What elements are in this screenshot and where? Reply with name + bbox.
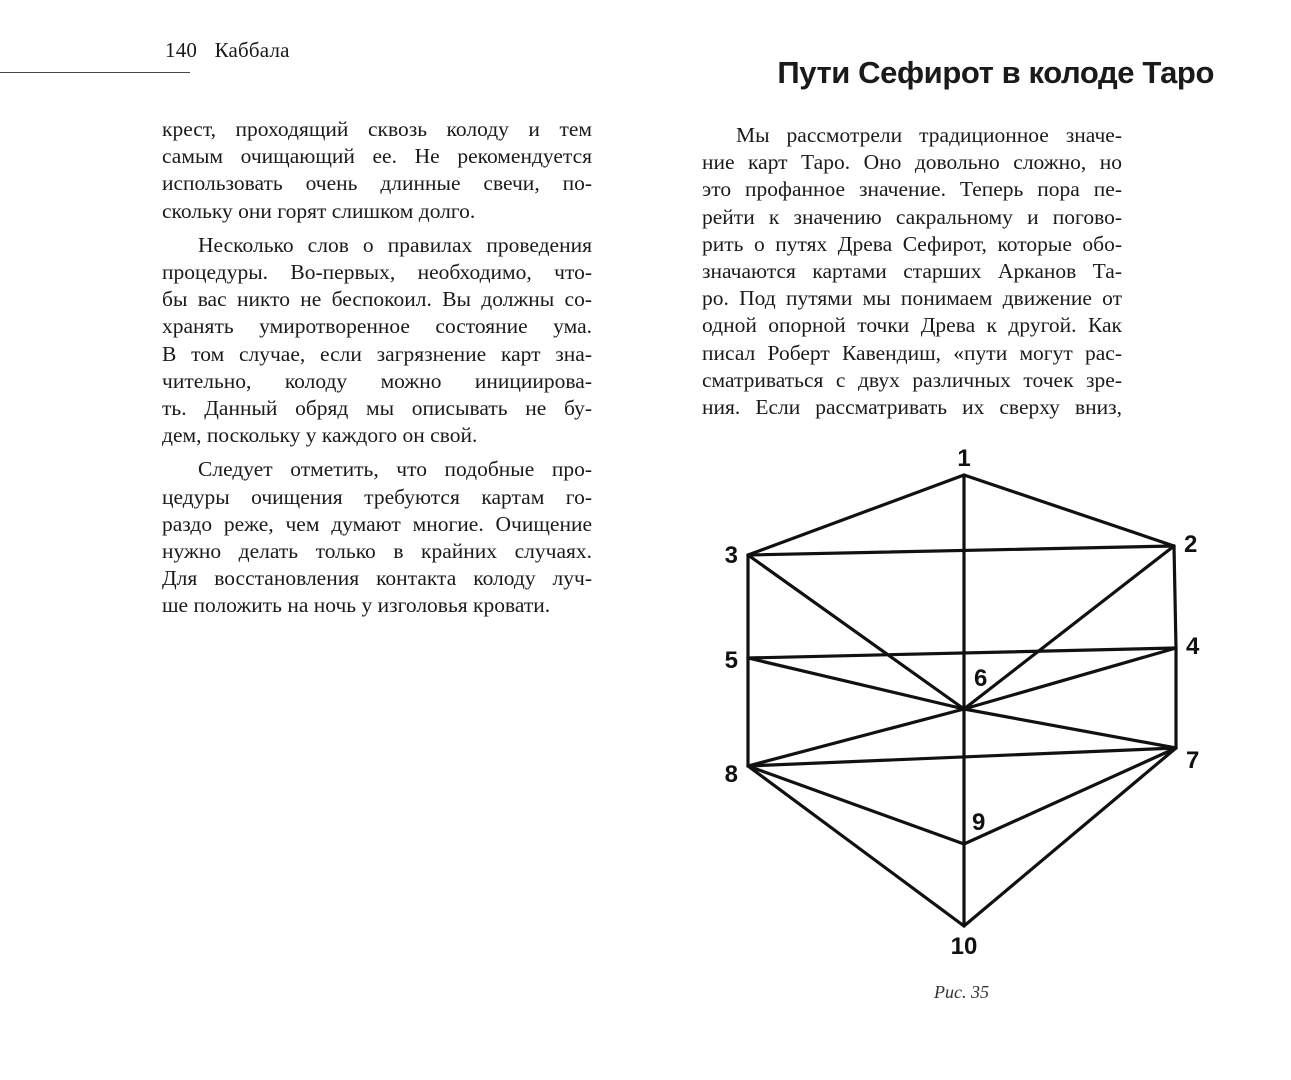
chapter-title: Пути Сефирот в колоде Таро [777, 55, 1214, 90]
text-line: скольку они горят слишком долго. [162, 198, 476, 223]
text-line: цедуры очищения требуются картам го- [162, 484, 592, 509]
path-2-6 [964, 546, 1174, 709]
text-line: дем, поскольку у каждого он свой. [162, 423, 478, 448]
paragraph [162, 116, 592, 225]
node-label-3: 3 [724, 542, 738, 569]
text-line: ше положить на ночь у изголовья кровати. [162, 593, 551, 618]
path-8-10 [748, 766, 964, 926]
text-line: ние карт Таро. Оно довольно сложно, но [702, 150, 1122, 175]
paragraph [162, 232, 592, 450]
text-line: ро. Под путями мы понимаем движение от [702, 286, 1122, 311]
text-line: использовать очень длинные свечи, по- [162, 171, 592, 196]
node-label-8: 8 [724, 761, 738, 788]
node-label-5: 5 [724, 647, 738, 674]
node-label-1: 1 [957, 445, 971, 472]
node-label-7: 7 [1186, 747, 1200, 774]
text-line: сматриваться с двух различных точек зре- [702, 367, 1122, 392]
text-line: Следует отметить, что подобные про- [198, 457, 592, 482]
node-label-4: 4 [1186, 633, 1200, 660]
paragraph [162, 456, 592, 619]
path-4-6 [964, 648, 1176, 709]
path-6-7 [964, 709, 1176, 748]
text-line: Несколько слов о правилах проведения [198, 232, 592, 257]
text-line: рейти к значению сакральному и погово- [702, 204, 1122, 229]
paragraph [702, 122, 1122, 421]
running-title: Каббала [214, 38, 290, 62]
text-line: ния. Если рассматривать их сверху вниз, [702, 395, 1122, 420]
path-4-5 [748, 648, 1176, 658]
figure-caption: Рис. 35 [934, 982, 989, 1002]
text-line: нужно делать только в крайних случаях. [162, 539, 592, 564]
text-line: процедуры. Во-первых, необходимо, что- [162, 260, 592, 285]
text-line: Для восстановления контакта колоду луч- [162, 566, 592, 591]
text-line: самым очищающий ее. Не рекомендуется [162, 144, 592, 169]
text-line: крест, проходящий сквозь колоду и тем [162, 117, 592, 141]
text-line: одной опорной точки Древа к другой. Как [702, 313, 1122, 338]
text-line: бы вас никто не беспокоил. Вы должны со- [162, 287, 592, 312]
text-line: писал Роберт Кавендиш, «пути могут рас- [702, 340, 1122, 365]
path-8-9 [748, 766, 964, 844]
path-2-4 [1174, 546, 1176, 648]
text-line: хранять умиротворенное состояние ума. [162, 314, 592, 339]
text-line: значаются картами старших Арканов Та- [702, 259, 1122, 284]
path-3-6 [748, 555, 964, 709]
text-line: это профанное значение. Теперь пора пе- [702, 177, 1122, 202]
text-line: Мы рассмотрели традиционное значе- [736, 123, 1122, 147]
path-1-3 [748, 475, 964, 555]
node-label-2: 2 [1184, 531, 1198, 558]
node-label-9: 9 [972, 809, 986, 836]
right-column [702, 122, 1122, 421]
page-header [165, 38, 290, 63]
path-1-2 [964, 475, 1174, 546]
path-5-6 [748, 658, 964, 709]
path-7-9 [964, 748, 1176, 844]
node-label-10: 10 [950, 933, 978, 960]
text-line: ть. Данный обряд мы описывать не бу- [162, 396, 592, 421]
text-line: В том случае, если загрязнение карт зна- [162, 341, 592, 366]
left-column [162, 116, 592, 620]
header-rule [0, 72, 190, 73]
path-7-10 [964, 748, 1176, 926]
path-2-3 [748, 546, 1174, 555]
node-label-6: 6 [974, 665, 988, 692]
text-line: раздо реже, чем думают многие. Очищение [162, 511, 592, 536]
page-number: 140 [165, 38, 198, 62]
text-line: чительно, колоду можно инициирова- [162, 368, 592, 393]
sefirot-diagram [700, 430, 1230, 975]
text-line: рить о путях Древа Сефирот, которые обо- [702, 231, 1122, 256]
